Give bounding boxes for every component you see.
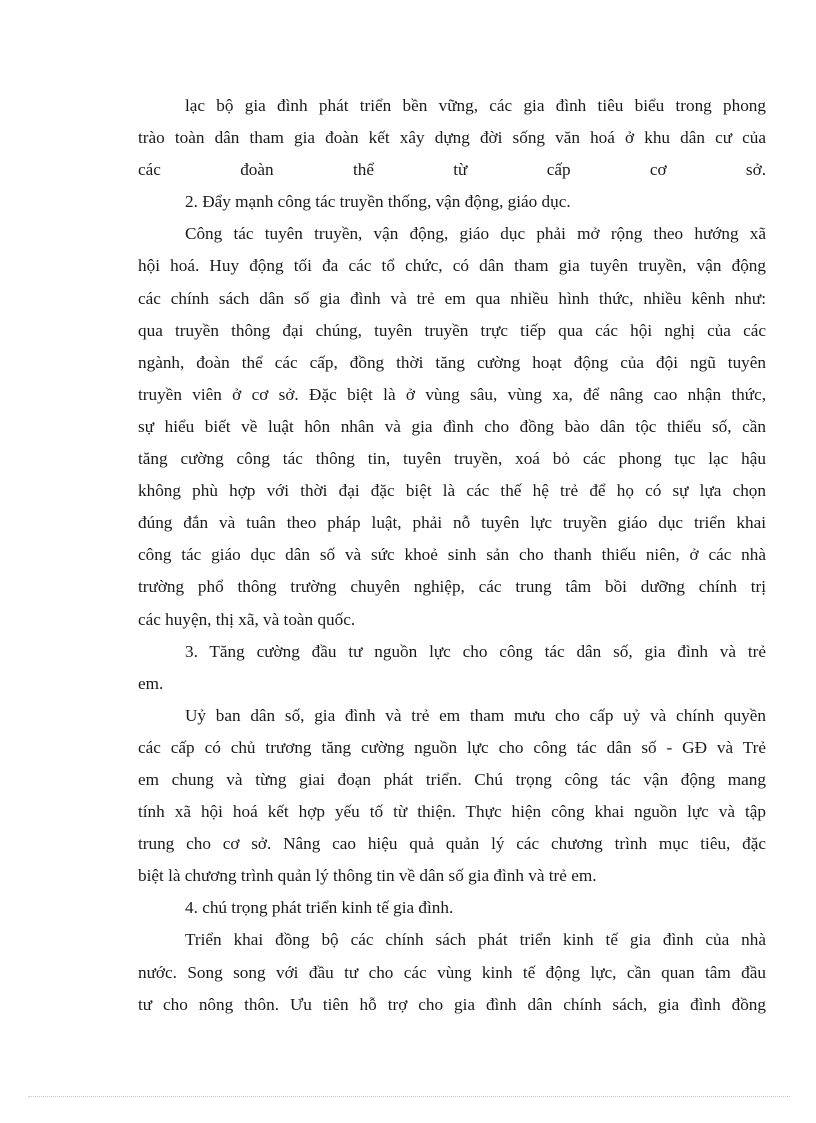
text-line: hội hoá. Huy động tối đa các tổ chức, có dân tham gia tuyên truyền, vận động <box>138 256 766 276</box>
text-line: Uỷ ban dân số, gia đình và trẻ em tham mưu cho cấp uỷ và chính quyền <box>185 705 766 725</box>
text-line: trung cho cơ sở. Nâng cao hiệu quả quản lý các chương trình mục tiêu, đặc <box>138 834 766 854</box>
text-line: em chung và từng giai đoạn phát triển. Chú trọng công tác vận động mang <box>138 769 766 789</box>
text-line: tư cho nông thôn. Ưu tiên hỗ trợ cho gia đình dân chính sách, gia đình đồng <box>138 994 766 1014</box>
text-line: đúng đắn và tuân theo pháp luật, phải nỗ tuyên lực truyền giáo dục triển khai <box>138 513 766 533</box>
text-line: em. <box>138 673 164 693</box>
text-line: ngành, đoàn thể các cấp, đồng thời tăng cường hoạt động của đội ngũ tuyên <box>138 352 766 372</box>
text-line: 2. Đẩy mạnh công tác truyền thống, vận động, giáo dục. <box>185 192 571 212</box>
text-line: công tác giáo dục dân số và sức khoẻ sinh sản cho thanh thiếu niên, ở các nhà <box>138 545 766 565</box>
text-line: sự hiểu biết về luật hôn nhân và gia đình cho đồng bào dân tộc thiểu số, cần <box>138 416 766 436</box>
text-line: các đoàn thể từ cấp cơ sở. <box>138 160 766 180</box>
text-line: các chính sách dân số gia đình và trẻ em qua nhiều hình thức, nhiều kênh như: <box>138 288 766 308</box>
text-line: trào toàn dân tham gia đoàn kết xây dựng đời sống văn hoá ở khu dân cư của <box>138 128 766 148</box>
text-line: 3. Tăng cường đầu tư nguồn lực cho công tác dân số, gia đình và trẻ <box>185 641 766 661</box>
text-line: không phù hợp với thời đại đặc biệt là các thế hệ trẻ để họ có sự lựa chọn <box>138 481 766 501</box>
text-line: 4. chú trọng phát triển kinh tế gia đình. <box>185 898 454 918</box>
text-line: biệt là chương trình quản lý thông tin về dân số gia đình và trẻ em. <box>138 866 597 886</box>
text-line: tăng cường công tác thông tin, tuyên truyền, xoá bỏ các phong tục lạc hậu <box>138 449 766 469</box>
text-line: Triển khai đồng bộ các chính sách phát triển kinh tế gia đình của nhà <box>185 930 766 950</box>
body-text <box>138 90 766 1021</box>
text-line: trường phổ thông trường chuyên nghiệp, các trung tâm bồi dưỡng chính trị <box>138 577 766 597</box>
text-line: các huyện, thị xã, và toàn quốc. <box>138 609 356 629</box>
text-line: tính xã hội hoá kết hợp yếu tố từ thiện. Thực hiện công khai nguồn lực và tập <box>138 802 766 822</box>
text-line: truyền viên ở cơ sở. Đặc biệt là ở vùng sâu, vùng xa, để nâng cao nhận thức, <box>138 384 766 404</box>
text-line: nước. Song song với đầu tư cho các vùng kinh tế động lực, cần quan tâm đầu <box>138 962 766 982</box>
text-line: qua truyền thông đại chúng, tuyên truyền trực tiếp qua các hội nghị của các <box>138 320 766 340</box>
page-bottom-divider <box>28 1096 790 1097</box>
text-line: các cấp có chủ trương tăng cường nguồn lực cho công tác dân số - GĐ và Trẻ <box>138 737 766 757</box>
text-line: Công tác tuyên truyền, vận động, giáo dục phải mở rộng theo hướng xã <box>185 224 766 244</box>
text-line: lạc bộ gia đình phát triển bền vững, các gia đình tiêu biểu trong phong <box>185 96 766 115</box>
